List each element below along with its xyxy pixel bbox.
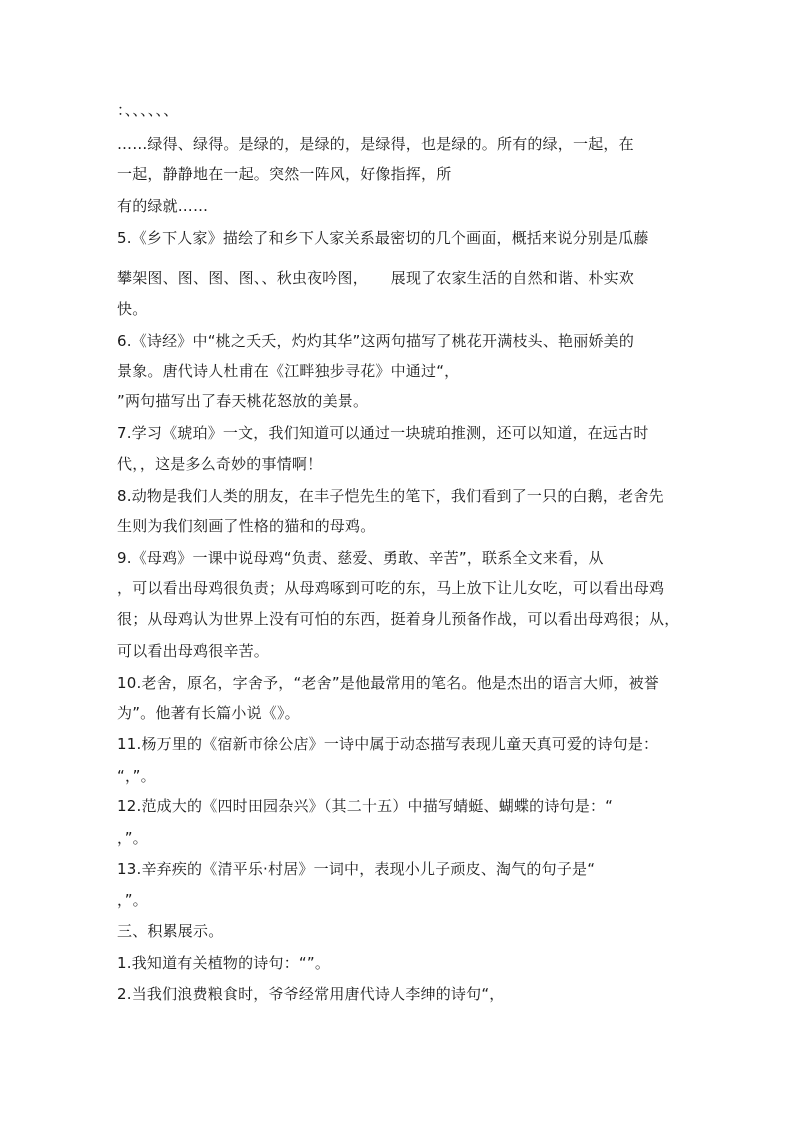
text-line: ”两句描写出了春天桃花怒放的美景。 (117, 392, 369, 410)
text-line: ，”。 (117, 891, 148, 909)
text-line: 12.范成大的《四时田园杂兴》（其二十五）中描写蜻蜓、蝴蝶的诗句是：“ (117, 797, 614, 815)
text-line: “，”。 (117, 767, 156, 785)
text-line: 7.学习《琥珀》一文，我们知道可以通过一块琥珀推测，还可以知道，在远古时 (117, 424, 649, 442)
text-line: 快。 (117, 300, 148, 318)
text-line: 景象。唐代诗人杜甫在《江畔独步寻花》中通过“， (117, 362, 460, 380)
text-line: 10.老舍，原名，字舍予，“老舍”是他最常用的笔名。他是杰出的语言大师，被誉 (117, 674, 660, 692)
text-line: 可以看出母鸡很辛苦。 (117, 642, 270, 660)
text-line: 5.《乡下人家》描绘了和乡下人家关系最密切的几个画面，概括来说分别是瓜藤 (117, 229, 649, 247)
text-line: 有的绿就…… (117, 197, 209, 215)
text-line: 为”。他著有长篇小说《》。 (117, 704, 300, 722)
text-line: 8.动物是我们人类的朋友，在丰子恺先生的笔下，我们看到了一只的白鹅，老舍先 (117, 487, 664, 505)
text-line: 生则为我们刻画了性格的猫和的母鸡。 (117, 517, 376, 535)
text-line: ，可以看出母鸡很负责；从母鸡啄到可吃的东，马上放下让儿女吃，可以看出母鸡 (117, 579, 665, 597)
text-line: ，”。 (117, 829, 148, 847)
text-line: 很；从母鸡认为世界上没有可怕的东西，挺着身儿预备作战，可以看出母鸡很；从， (117, 610, 680, 628)
text-line: 攀架图、图、图、图、、秋虫夜吟图， 展现了农家生活的自然和谐、朴实欢 (117, 269, 635, 287)
text-line: ……绿得、绿得。是绿的，是绿的，是绿得，也是绿的。所有的绿，一起，在 (117, 135, 634, 153)
text-line: 11.杨万里的《宿新市徐公店》一诗中属于动态描写表现儿童天真可爱的诗句是： (117, 735, 659, 753)
text-line: 6.《诗经》中“桃之夭夭，灼灼其华”这两句描写了桃花开满枝头、艳丽娇美的 (117, 332, 635, 350)
text-line: ：、、、、、、 (117, 101, 179, 119)
text-line: 2.当我们浪费粮食时，爷爷经常用唐代诗人李绅的诗句“， (117, 985, 505, 1003)
text-line: 13.辛弃疾的《清平乐·村居》一词中，表现小儿子顽皮、淘气的句子是“ (117, 860, 596, 878)
text-line: 一起，静静地在一起。突然一阵风，好像指挥，所 (117, 165, 452, 183)
section-heading: 三、积累展示。 (117, 922, 224, 940)
text-line: 1.我知道有关植物的诗句：“”。 (117, 954, 331, 972)
text-line: 9.《母鸡》一课中说母鸡“负责、慈爱、勇敢、辛苦”，联系全文来看，从 (117, 549, 604, 567)
text-line: 代，，这是多么奇妙的事情啊！ (117, 455, 323, 473)
